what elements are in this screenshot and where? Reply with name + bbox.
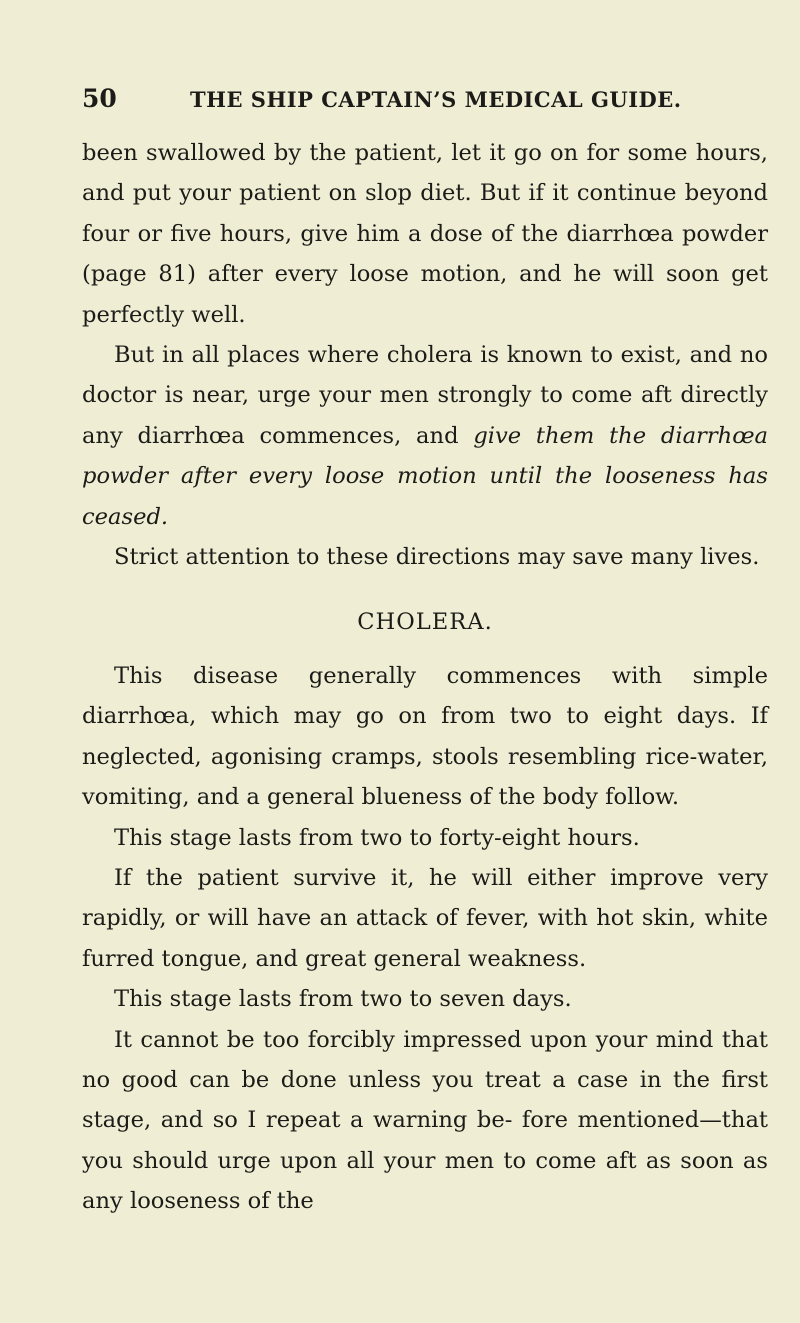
paragraph-warning: It cannot be too forcibly impressed upon your mind that no good can be done unless you treat a case in the first stage, and so I repeat a warning be- fore mentioned—that you should urge upon all your men to come aft as soon as any looseness of the (82, 1026, 768, 1215)
body-text (82, 133, 768, 1222)
paragraph-strict-attention: Strict attention to these directions may save many lives. (114, 544, 760, 571)
paragraph-survival: If the patient survive it, he will either improve very rapidly, or will have an attack of fever, with hot skin, white furred tongue, and great general weakness. (82, 864, 768, 972)
paragraph-disease-description: This disease generally commences with simple diarrhœa, which may go on from two to eight days. If neglected, agonising cramps, stools resembling rice-water, vomiting, and a general blueness of the body follow. (82, 662, 768, 811)
paragraph-continuation: been swallowed by the patient, let it go on for some hours, and put your patient on slop diet. But if it continue beyond four or five hours, give him a dose of the diarrhœa powder (page 81) after every loose motion, and he will soon get perfectly well. (82, 140, 768, 328)
paragraph-stage-one-duration: This stage lasts from two to forty-eight hours. (114, 824, 640, 851)
section-heading-cholera: CHOLERA. (357, 609, 493, 636)
paragraph-cholera-advice (82, 335, 768, 537)
paragraph-cholera-advice-emphasis: give them the diarrhœa powder after every loose motion until the looseness has ceased. (82, 422, 768, 530)
running-title: THE SHIP CAPTAIN’S MEDICAL GUIDE. (190, 87, 682, 112)
paragraph-stage-two-duration: This stage lasts from two to seven days. (114, 986, 572, 1013)
running-head (82, 84, 762, 120)
page-number: 50 (82, 84, 117, 113)
paragraph-cholera-advice-text: But in all places where cholera is known to exist, and no doctor is near, urge your men strongly to come aft directly any diarrhœa commences, and (82, 342, 768, 449)
